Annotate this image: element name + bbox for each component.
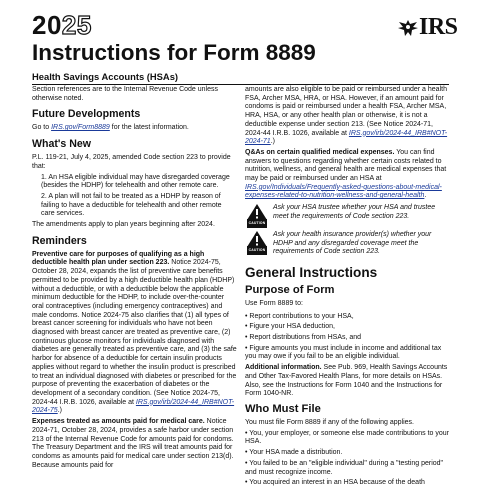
purpose-of-form-heading: Purpose of Form <box>245 283 335 296</box>
whats-new-heading: What's New <box>32 138 92 151</box>
form-year <box>32 12 92 38</box>
future-developments-text: Go to IRS.gov/Form8889 for the latest information. <box>32 124 189 132</box>
qa-medical-expenses-link[interactable]: IRS.gov/Individuals/Frequently-asked-questions-about-medical-expenses-related-to-nutrition-wellness-and-general-health <box>245 183 442 200</box>
reminder-medical-care: Expenses treated as amounts paid for medical care. Notice 2024-71, October 28, 2024, provides a safe harbor under section 213 of the Internal Revenue Code for amounts paid for condoms. The Treasury Department and the IRS will treat amounts paid for condoms as amounts paid for medical care under section 213(d). Because amounts paid for <box>32 418 234 469</box>
purpose-item: • Report contributions to your HSA, <box>245 312 354 320</box>
caution-label: CAUTION <box>247 219 268 228</box>
left-column <box>32 86 237 472</box>
caution-text-2: Ask your health insurance provider(s) whether your HDHP and any disregarded coverage meet the requirements of Code section 223. <box>273 230 432 256</box>
document-title: Instructions for Form 8889 <box>32 40 316 65</box>
purpose-item: • Report distributions from HSAs, and <box>245 334 362 342</box>
who-must-file-item: • You acquired an interest in an HSA because of the death <box>245 479 425 487</box>
whats-new-intro: P.L. 119-21, July 4, 2025, amended Code section 223 to provide that: <box>32 154 231 170</box>
year-outline-digits: 25 <box>61 10 92 40</box>
notice-2024-75-link[interactable]: IRS.gov/irb/2024-44_IRB#NOT-2024-75 <box>32 398 235 415</box>
whats-new-item-1: 1. An HSA eligible individual may have disregarded coverage (besides the HDHP) for telehealth and other remote care. <box>41 173 230 190</box>
whats-new-applicability: The amendments apply to plan years beginning after 2024. <box>32 221 215 229</box>
purpose-item: • Figure amounts you must include in income and additional tax you may owe if you fail to be an eligible individual. <box>245 344 442 361</box>
future-developments-heading: Future Developments <box>32 108 141 121</box>
irs-logo <box>397 14 458 41</box>
purpose-item: • Figure your HSA deduction, <box>245 323 335 331</box>
eagle-icon <box>397 18 419 38</box>
who-must-file-intro: You must file Form 8889 if any of the following applies. <box>245 418 415 426</box>
condom-expenses-continued: amounts are also eligible to be paid or reimbursed under a health FSA, Archer MSA, HRA, or HSA. However, if an amount paid for condoms is paid or reimbursed under a health FSA, Archer MSA, HRA, HSA, or any other health plan or otherwise, it is not a deductible expense under section 213. (See Notice 2024-71, 2024-44 I.R.B. 1026, available at IRS.gov/irb/2024-44_IRB#NOT-2024-71.) <box>245 86 448 146</box>
who-must-file-item: • Your HSA made a distribution. <box>245 449 343 457</box>
notice-2024-71-link[interactable]: IRS.gov/irb/2024-44_IRB#NOT-2024-71 <box>245 129 448 146</box>
caution-text-1: Ask your HSA trustee whether your HSA and trustee meet the requirements of Code section 223. <box>273 204 436 220</box>
who-must-file-heading: Who Must File <box>245 402 321 415</box>
general-instructions-heading: General Instructions <box>245 264 378 280</box>
right-column <box>245 86 449 490</box>
additional-information: Additional information. See Pub. 969, Health Savings Accounts and Other Tax-Favored Health Plans, for more details on HSAs. Also, see the Instructions for Form 1040 and the Instructions for Form 1040-NR. <box>245 364 448 398</box>
intro-text: Section references are to the Internal Revenue Code unless otherwise noted. <box>32 86 219 102</box>
caution-icon <box>245 204 269 228</box>
who-must-file-item: • You failed to be an "eligible individual" during a "testing period" and must recognize income. <box>245 459 444 476</box>
caution-label: CAUTION <box>247 246 268 255</box>
irs-logo-text: IRS <box>419 14 458 40</box>
reminder-preventive-care: Preventive care for purposes of qualifying as a high deductible health plan under section 223. Notice 2024-75, October 28, 2024, expands the list of preventive care benefits permitted to be provided by a high deductible health plan (HDHP) without a deductible, or with a deductible below the applicable minimum deductible for the HDHP, to include over-the-counter oral contraceptives (including emergency contraceptives) and male condoms. Notice 2024-75 also clarifies that (1) all types of breast cancer screening for individuals who have not been diagnosed with breast cancer are treated as preventive care, (2) continuous glucose monitors for individuals diagnosed with diabetes are generally treated as preventive care, and (3) the safe harbor for absence of a deductible for certain insulin products applies without regard to whether the insulin product is prescribed to treat an individual diagnosed with diabetes or prescribed for the purpose of preventing the exacerbation of diabetes or the development of a secondary condition. (See Notice 2024-75, 2024-44 I.R.B. 1026, available at IRS.gov/irb/2024-44_IRB#NOT-2024-75.) <box>32 250 237 415</box>
reminders-heading: Reminders <box>32 234 87 247</box>
purpose-intro: Use Form 8889 to: <box>245 299 303 307</box>
document-subtitle: Health Savings Accounts (HSAs) <box>32 71 179 82</box>
caution-note-1 <box>245 204 449 228</box>
who-must-file-item: • You, your employer, or someone else made contributions to your HSA. <box>245 429 450 446</box>
whats-new-item-2: 2. A plan will not fail to be treated as a HDHP by reason of failing to have a deductible for telehealth and other remote care services. <box>41 192 222 218</box>
qa-medical-expenses: Q&As on certain qualified medical expenses. You can find answers to questions regarding whether certain costs related to nutrition, wellness, and general health are medical expenses that may be paid or reimbursed under an HSA at IRS.gov/Individuals/Frequently-asked-questions-about-medical-expenses-related-to-nutrition-wellness-and-general-health. <box>245 148 447 200</box>
header-rule <box>32 84 449 85</box>
caution-icon <box>245 231 269 255</box>
form8889-link[interactable]: IRS.gov/Form8889 <box>51 124 110 132</box>
year-solid-digits: 20 <box>32 10 62 40</box>
caution-note-2 <box>245 231 449 257</box>
